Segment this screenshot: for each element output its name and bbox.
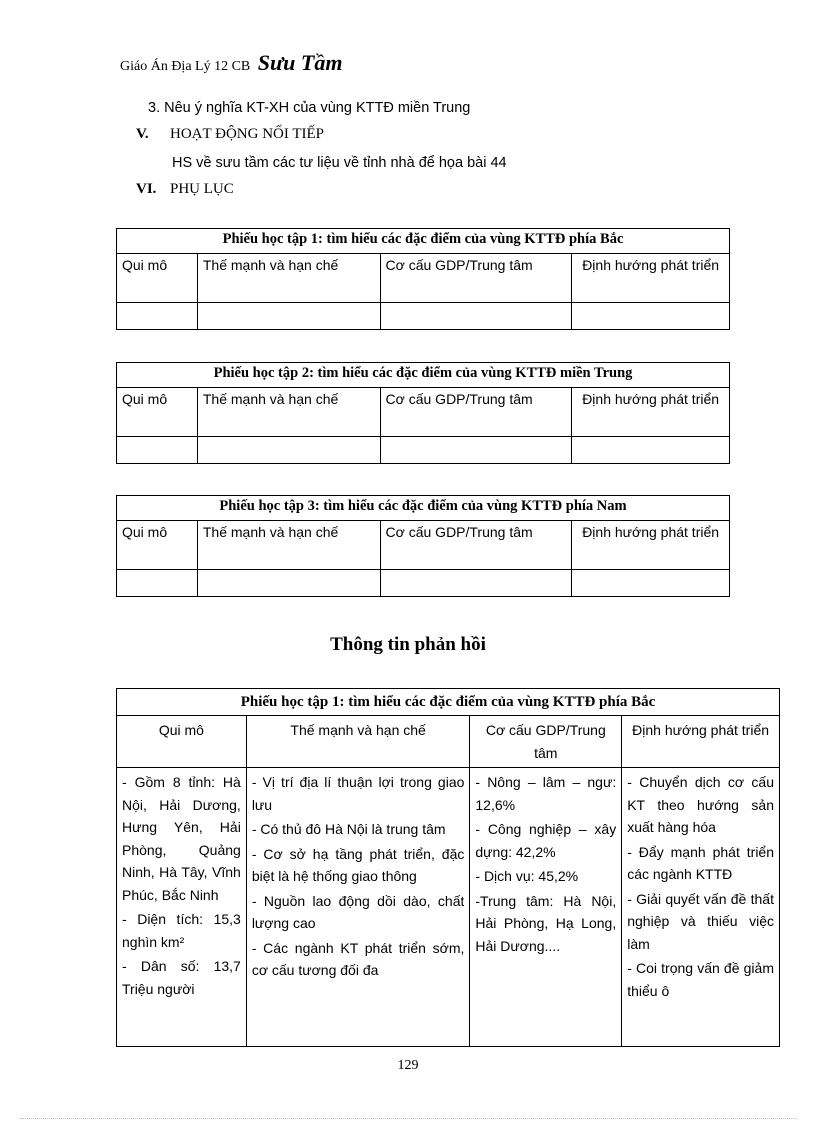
feedback-title: Thông tin phản hồi xyxy=(330,634,486,655)
column-header-direction: Định hướng phát triển xyxy=(572,521,730,570)
column-header-gdp: Cơ cấu GDP/Trung tâm xyxy=(380,388,572,437)
gdp-item: - Nông – lâm – ngư: 12,6% xyxy=(475,774,617,813)
scale-item: - Diện tích: 15,3 nghìn km² xyxy=(122,911,241,950)
page-number: 129 xyxy=(397,1058,419,1073)
column-header-gdp: Cơ cấu GDP/Trung tâm xyxy=(380,521,572,570)
section-v-number: V. xyxy=(136,126,149,142)
scale-item: - Dân số: 13,7 Triệu người xyxy=(122,958,241,997)
section-v-text: HS về sưu tầm các tư liệu về tỉnh nhà để họa bài 44 xyxy=(172,155,507,171)
column-header-gdp: Cơ cấu GDP/Trung tâm xyxy=(380,254,572,303)
column-header-gdp: Cơ cấu GDP/Trung tâm xyxy=(470,716,622,768)
empty-cell xyxy=(117,437,198,464)
item-3: 3. Nêu ý nghĩa KT-XH của vùng KTTĐ miền Trung xyxy=(148,100,471,116)
scale-item: - Gồm 8 tỉnh: Hà Nội, Hải Dương, Hưng Yên, Hải Phòng, Quảng Ninh, Hà Tây, Vĩnh Phúc, Bắc Ninh xyxy=(122,774,241,903)
column-header-strengths: Thế mạnh và hạn chế xyxy=(197,388,380,437)
column-header-direction: Định hướng phát triển xyxy=(572,388,730,437)
strength-item: - Cơ sở hạ tầng phát triển, đặc biệt là hệ thống giao thông xyxy=(251,845,465,884)
column-header-scale: Qui mô xyxy=(117,388,198,437)
worksheet-2-table xyxy=(116,362,730,464)
empty-cell xyxy=(117,303,198,330)
column-header-strengths: Thế mạnh và hạn chế xyxy=(197,521,380,570)
empty-cell xyxy=(572,437,730,464)
column-header-scale: Qui mô xyxy=(117,521,198,570)
running-header xyxy=(120,50,342,76)
empty-cell xyxy=(197,570,380,597)
section-vi-heading xyxy=(136,181,234,198)
feedback-table xyxy=(116,688,780,1047)
strength-item: - Có thủ đô Hà Nội là trung tâm xyxy=(251,821,446,837)
strength-item: - Nguồn lao động dồi dào, chất lượng cao xyxy=(251,892,465,931)
empty-cell xyxy=(572,570,730,597)
worksheet-3-table xyxy=(116,495,730,597)
direction-item: - Coi trọng vấn đề giảm thiểu ô xyxy=(627,960,774,999)
empty-cell xyxy=(572,303,730,330)
column-header-scale: Qui mô xyxy=(117,716,247,768)
direction-item: - Giải quyết vấn đề thất nghiệp và thiếu việc làm xyxy=(627,890,774,952)
section-v-heading xyxy=(136,126,324,143)
worksheet-3-title: Phiếu học tập 3: tìm hiểu các đặc điểm của vùng KTTĐ phía Nam xyxy=(117,496,730,521)
column-header-scale: Qui mô xyxy=(117,254,198,303)
scale-cell xyxy=(117,768,247,1047)
empty-cell xyxy=(380,437,572,464)
gdp-item: -Trung tâm: Hà Nội, Hải Phòng, Hạ Long, Hải Dương.... xyxy=(475,892,617,954)
column-header-strengths: Thế mạnh và hạn chế xyxy=(197,254,380,303)
column-header-strengths: Thế mạnh và hạn chế xyxy=(246,716,470,768)
empty-cell xyxy=(380,570,572,597)
worksheet-1-table xyxy=(116,228,730,330)
gdp-item: - Dịch vụ: 45,2% xyxy=(475,868,579,884)
empty-cell xyxy=(197,437,380,464)
empty-cell xyxy=(197,303,380,330)
section-vi-number: VI. xyxy=(136,181,157,197)
section-v-title: HOẠT ĐỘNG NỐI TIẾP xyxy=(170,126,325,142)
column-header-direction: Định hướng phát triển xyxy=(572,254,730,303)
worksheet-2-title: Phiếu học tập 2: tìm hiểu các đặc điểm của vùng KTTĐ miền Trung xyxy=(117,363,730,388)
strength-item: - Các ngành KT phát triển sớm, cơ cấu tương đối đa xyxy=(251,939,465,978)
page-bottom-divider xyxy=(20,1118,796,1119)
direction-item: - Chuyển dịch cơ cấu KT theo hướng sản xuất hàng hóa xyxy=(627,774,774,835)
column-header-direction: Định hướng phát triển xyxy=(622,716,780,768)
gdp-cell xyxy=(470,768,622,1047)
section-vi-title: PHỤ LỤC xyxy=(170,181,234,197)
feedback-table-title: Phiếu học tập 1: tìm hiểu các đặc điểm của vùng KTTĐ phía Bắc xyxy=(117,689,780,716)
empty-cell xyxy=(380,303,572,330)
header-emphasis: Sưu Tầm xyxy=(257,50,343,75)
worksheet-1-title: Phiếu học tập 1: tìm hiểu các đặc điểm của vùng KTTĐ phía Bắc xyxy=(117,229,730,254)
strengths-cell xyxy=(246,768,470,1047)
direction-cell xyxy=(622,768,780,1047)
direction-item: - Đẩy mạnh phát triển các ngành KTTĐ xyxy=(627,843,774,882)
header-prefix: Giáo Án Địa Lý 12 CB xyxy=(120,59,251,74)
gdp-item: - Công nghiệp – xây dựng: 42,2% xyxy=(475,821,617,860)
strength-item: - Vị trí địa lí thuận lợi trong giao lưu xyxy=(251,774,465,813)
empty-cell xyxy=(117,570,198,597)
